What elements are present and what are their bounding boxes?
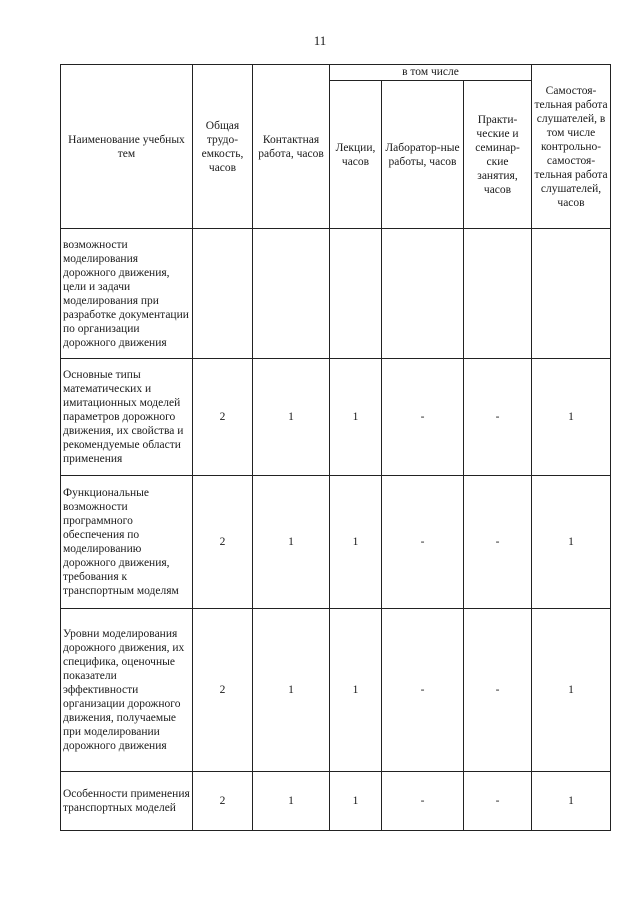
practical-cell: - xyxy=(464,476,532,609)
table-row xyxy=(61,609,611,772)
contact-hours-cell xyxy=(253,229,330,359)
header-lectures: Лекции, часов xyxy=(330,81,382,229)
header-practical: Практи-ческие и семинар-ские занятия, часов xyxy=(464,81,532,229)
header-topic: Наименование учебных тем xyxy=(61,65,193,229)
total-hours-cell: 2 xyxy=(193,359,253,476)
contact-hours-cell: 1 xyxy=(253,476,330,609)
topic-cell: возможности моделирования дорожного движения, цели и задачи моделирования при разработке документации по организации дорожного движения xyxy=(61,229,193,359)
header-total-hours: Общая трудо-емкость, часов xyxy=(193,65,253,229)
contact-hours-cell: 1 xyxy=(253,359,330,476)
practical-cell xyxy=(464,229,532,359)
labs-cell: - xyxy=(382,476,464,609)
contact-hours-cell: 1 xyxy=(253,772,330,831)
lectures-cell: 1 xyxy=(330,609,382,772)
curriculum-table xyxy=(60,64,611,831)
total-hours-cell: 2 xyxy=(193,609,253,772)
lectures-cell: 1 xyxy=(330,772,382,831)
topic-cell: Функциональные возможности программного обеспечения по моделированию дорожного движения, требования к транспортным моделям xyxy=(61,476,193,609)
table-row xyxy=(61,772,611,831)
labs-cell: - xyxy=(382,772,464,831)
contact-hours-cell: 1 xyxy=(253,609,330,772)
self-study-cell xyxy=(532,229,611,359)
labs-cell xyxy=(382,229,464,359)
lectures-cell: 1 xyxy=(330,476,382,609)
practical-cell: - xyxy=(464,359,532,476)
header-including: в том числе xyxy=(330,65,532,81)
total-hours-cell: 2 xyxy=(193,772,253,831)
header-labs: Лаборатор-ные работы, часов xyxy=(382,81,464,229)
topic-cell: Уровни моделирования дорожного движения, их специфика, оценочные показатели эффективности организации дорожного движения, получаемые при моделировании дорожного движения xyxy=(61,609,193,772)
table-row xyxy=(61,476,611,609)
self-study-cell: 1 xyxy=(532,772,611,831)
table-row xyxy=(61,229,611,359)
page-number: 11 xyxy=(313,33,327,48)
self-study-cell: 1 xyxy=(532,359,611,476)
lectures-cell xyxy=(330,229,382,359)
total-hours-cell xyxy=(193,229,253,359)
header-self-study: Самостоя-тельная работа слушателей, в том числе контрольно-самостоя-тельная работа слушателей, часов xyxy=(532,65,611,229)
total-hours-cell: 2 xyxy=(193,476,253,609)
self-study-cell: 1 xyxy=(532,609,611,772)
table-row xyxy=(61,359,611,476)
practical-cell: - xyxy=(464,609,532,772)
practical-cell: - xyxy=(464,772,532,831)
labs-cell: - xyxy=(382,359,464,476)
topic-cell: Особенности применения транспортных моделей xyxy=(61,772,193,831)
self-study-cell: 1 xyxy=(532,476,611,609)
header-contact-hours: Контактная работа, часов xyxy=(253,65,330,229)
lectures-cell: 1 xyxy=(330,359,382,476)
topic-cell: Основные типы математических и имитационных моделей параметров дорожного движения, их свойства и рекомендуемые области применения xyxy=(61,359,193,476)
labs-cell: - xyxy=(382,609,464,772)
